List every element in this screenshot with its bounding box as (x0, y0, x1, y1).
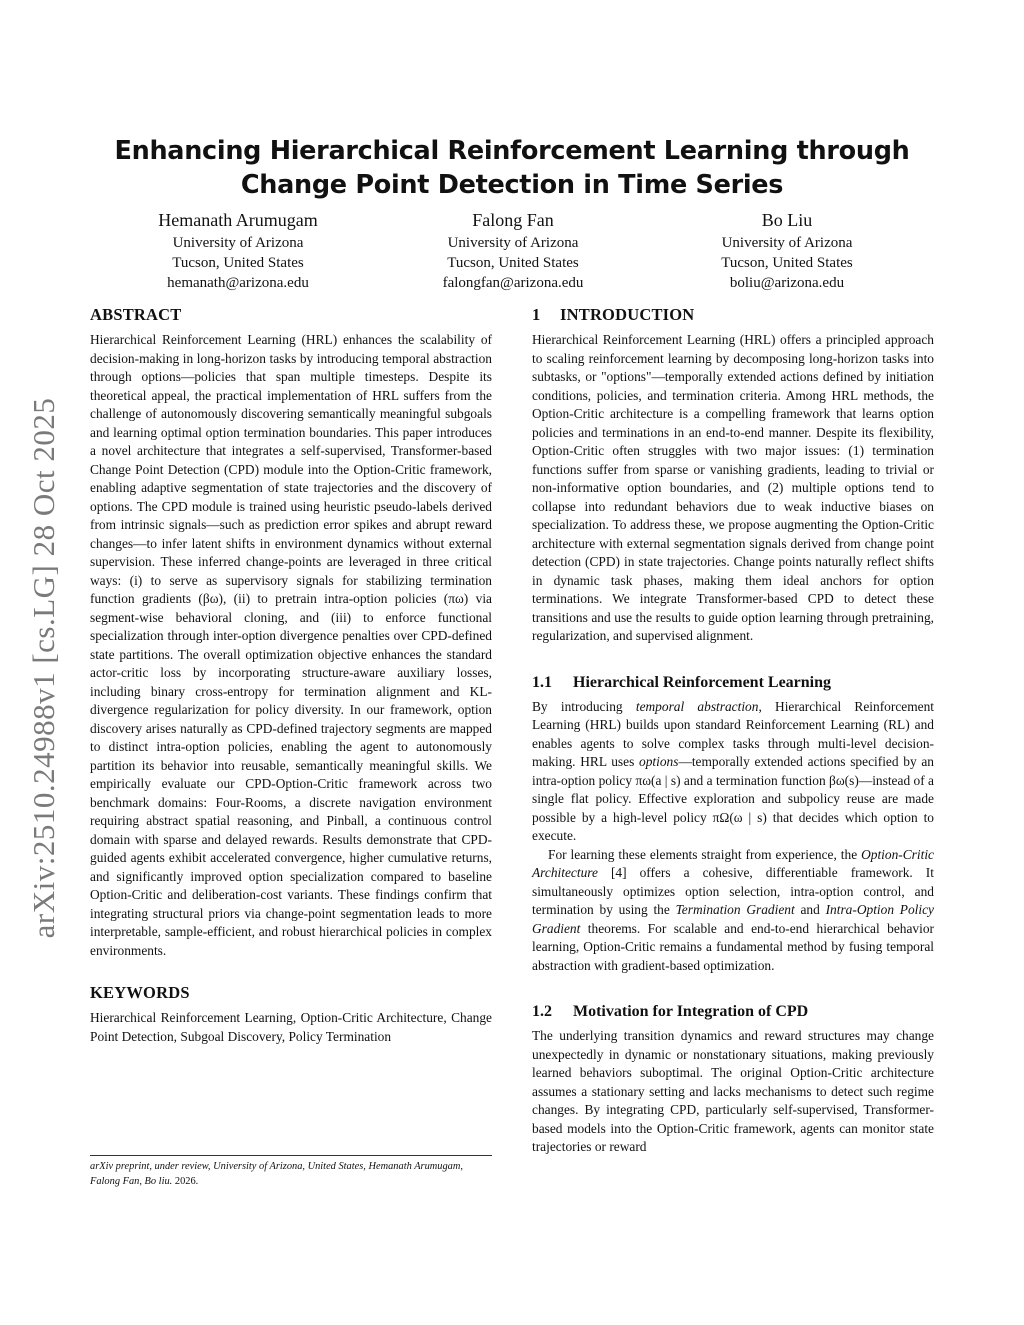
author-location: Tucson, United States (721, 255, 853, 271)
cpd-motivation-text: The underlying transition dynamics and reward structures may change unexpectedly in dynamic or nonstationary situations, making previously learned behaviors suboptimal. The original Option-Critic architecture assumes a stationary setting and lacks mechanisms to detect such regime changes. By integrating CPD, particularly self-supervised, Transformer-based models into the Option-Critic framework, agents can monitor state trajectories or reward (532, 1028, 934, 1154)
author-block (657, 207, 917, 293)
author-block (383, 207, 643, 293)
hrl-paragraph-2 (532, 846, 934, 976)
subsection-number: 1.2 (532, 1003, 552, 1020)
author-block (108, 207, 368, 293)
author-location: Tucson, United States (172, 255, 304, 271)
footnote-text: arXiv preprint, under review, University of Arizona, United States, Hemanath Arumugam, Falong Fan, Bo liu. (90, 1161, 463, 1187)
subsection-title: Hierarchical Reinforcement Learning (573, 673, 832, 691)
hrl-paragraph-1 (532, 698, 934, 846)
emphasis: Intra-Option Policy Gradient (532, 902, 935, 936)
author-affiliation: University of Arizona (172, 235, 304, 251)
footnote-year: 2026. (174, 1175, 199, 1187)
text-run: theorems. For scalable and end-to-end hierarchical behavior learning, Option-Critic remains a fundamental method by fusing temporal abstraction with gradient-based optimization. (532, 920, 934, 973)
subsection-1-2-heading (532, 1001, 934, 1023)
author-location: Tucson, United States (447, 255, 579, 271)
arxiv-identifier: arXiv:2510.24988v1 [cs.LG] 28 Oct 2025 (26, 397, 61, 939)
emphasis: Termination Gradient (675, 902, 795, 917)
text-run: By introducing (532, 698, 636, 714)
author-name: Hemanath Arumugam (158, 210, 318, 230)
author-name: Bo Liu (761, 210, 813, 230)
text-run: For learning these elements straight from experience, the (548, 846, 862, 862)
abstract-heading: ABSTRACT (90, 305, 182, 324)
paper-title: Enhancing Hierarchical Reinforcement Learning through Change Point Detection in Time Series (114, 136, 910, 200)
citation-text-run: [4] offers a cohesive, differentiable framework. It simultaneously optimizes option selection, intra-option control, and termination by using the (532, 865, 934, 917)
keywords-text: Hierarchical Reinforcement Learning, Option-Critic Architecture, Change Point Detection, Subgoal Discovery, Policy Termination (90, 1010, 492, 1044)
section-number: 1 (532, 305, 541, 324)
subsection-number: 1.1 (532, 673, 552, 691)
subsection-title: Motivation for Integration of CPD (573, 1003, 809, 1020)
author-email: falongfan@arizona.edu (442, 275, 584, 291)
abstract-text: Hierarchical Reinforcement Learning (HRL) enhances the scalability of decision-making in long-horizon tasks by introducing temporal abstraction through options—policies that span multiple timesteps. Despite its theoretical appeal, the practical implementation of HRL suffers from the challenge of autonomously discovering semantically meaningful subgoals and learning optimal option termination boundaries. This paper introduces a novel architecture that integrates a self-supervised, Transformer-based Change Point Detection (CPD) module into the Option-Critic framework, enabling adaptive segmentation of state trajectories and the discovery of options. The CPD module is trained using heuristic pseudo-labels derived from intrinsic signals—such as prediction error spikes and abrupt reward changes—to infer latent shifts in environment dynamics without external supervision. These inferred change-points are leveraged in three critical ways: (i) to serve as supervisory signals for stabilizing termination function gradients (βω), (ii) to pretrain intra-option policies (πω) via segment-wise behavioral cloning, and (iii) to enforce functional specialization through inter-option divergence penalties over CPD-defined state partitions. The overall optimization objective enhances the standard actor-critic loss by incorporating structure-aware auxiliary losses, including binary cross-entropy for termination alignment and KL-divergence regularization for policy diversity. In our framework, option discovery arises naturally as CPD-defined trajectory segments are mapped to distinct intra-option policies, enabling the agent to autonomously partition its behavior into reusable, semantically meaningful skills. We empirically evaluate our CPD-Option-Critic framework across two benchmark domains: Four-Rooms, a discrete navigation environment requiring abstract spatial reasoning, and Pinball, a continuous control domain with sparse and delayed rewards. Results demonstrate that CPD-guided agents exhibit accelerated convergence, higher cumulative returns, and significantly improved option specialization compared to baseline Option-Critic and deliberation-cost variants. These findings confirm that integrating structural priors via change-point segmentation leads to more interpretable, sample-efficient, and robust hierarchical policies in complex environments. (90, 332, 492, 958)
text-run: —temporally extended actions specified by an intra-option policy πω(a | s) and a termination function βω(s)—instead of a single flat policy. Effective exploration and subpolicy reuse are made possible by a high-level policy πΩ(ω | s) that decides which option to execute. (532, 754, 935, 843)
subsection-1-1-heading (532, 672, 934, 694)
author-email: boliu@arizona.edu (729, 275, 845, 291)
footnote (90, 1160, 492, 1189)
author-affiliation: University of Arizona (447, 235, 579, 251)
left-column (90, 304, 492, 1046)
keywords-heading: KEYWORDS (90, 983, 190, 1002)
author-name: Falong Fan (472, 210, 554, 230)
introduction-text: Hierarchical Reinforcement Learning (HRL) offers a principled approach to scaling reinforcement learning by decomposing long-horizon tasks into subtasks, or "options"—temporally extended actions defined by initiation conditions, policies, and termination criteria. Among HRL methods, the Option-Critic architecture is a compelling framework that learns option policies and terminations in an end-to-end manner. Despite its flexibility, Option-Critic often struggles with two major issues: (1) termination functions suffer from sparse or vanishing gradients, leading to trivial or non-informative option boundaries, and (2) multiple options tend to collapse into redundant behaviors due to weak inductive biases on specialization. To address these, we propose augmenting the Option-Critic architecture with external segmentation signals derived from change point detection (CPD) in state trajectories. Change points naturally reflect shifts in dynamic task phases, making them ideal anchors for option terminations. We integrate Transformer-based CPD to detect these transitions and use the results to guide option learning through pretraining, regularization, and supervised alignment. (532, 332, 934, 643)
author-affiliation: University of Arizona (721, 235, 853, 251)
text-run: and (794, 902, 826, 917)
section-title: INTRODUCTION (560, 305, 695, 324)
emphasis: options (639, 754, 679, 769)
emphasis: Option-Critic Architecture (532, 846, 934, 880)
footnote-divider (90, 1155, 492, 1156)
right-column (532, 304, 934, 1157)
text-run: , Hierarchical Reinforcement Learning (HRL) builds upon standard Reinforcement Learning (RL) and enables agents to solve complex tasks through multi-level decision-making. HRL uses (532, 698, 934, 769)
introduction-heading (532, 304, 934, 326)
emphasis: temporal abstraction (635, 698, 759, 714)
author-email: hemanath@arizona.edu (167, 275, 309, 291)
